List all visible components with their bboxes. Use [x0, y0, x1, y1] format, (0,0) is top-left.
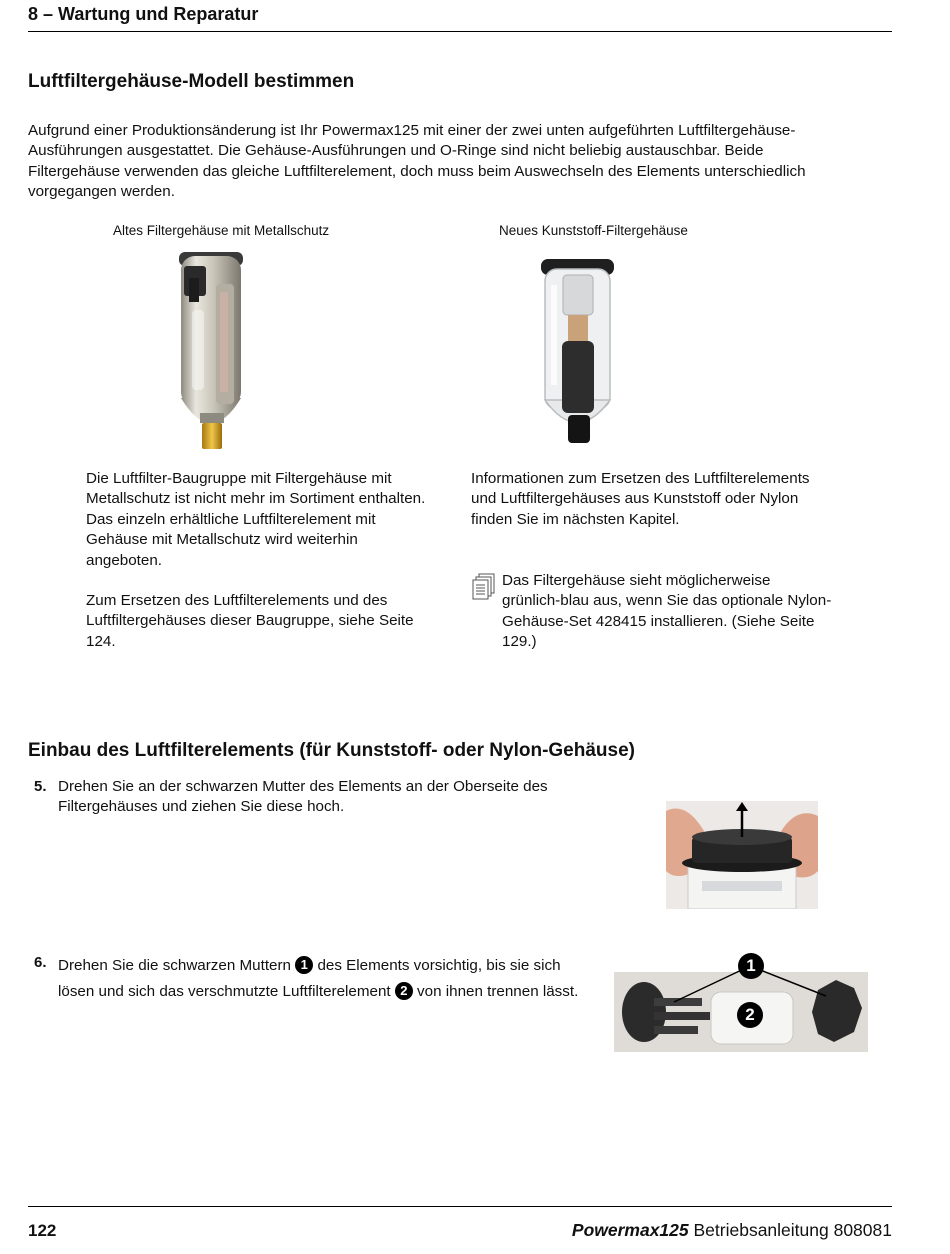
caption-new-housing: Neues Kunststoff-Filtergehäuse — [499, 223, 688, 238]
callout-badge-1: 1 — [295, 956, 313, 974]
old-metal-filter-housing-image — [170, 248, 252, 453]
step-6-photo-element-parts — [614, 950, 868, 1052]
step-6-number: 6. — [34, 954, 47, 971]
footer-manual-number: Betriebsanleitung 808081 — [688, 1220, 892, 1240]
note-nylon-housing: Das Filtergehäuse sieht möglicherweise grünlich-blau aus, wenn Sie das optionale Nylon-Gehäuse-Set 428415 installieren. (Siehe Seite 129.) — [502, 572, 832, 651]
callout-badge-2: 2 — [395, 982, 413, 1000]
note-pages-icon — [472, 573, 496, 601]
step-5-photo-lift-nut — [666, 801, 818, 909]
caption-old-housing: Altes Filtergehäuse mit Metallschutz — [113, 223, 330, 238]
step-5-number: 5. — [34, 778, 47, 795]
footer-manual-title — [572, 1220, 892, 1241]
old-housing-paragraph-1: Die Luftfilter-Baugruppe mit Filtergehäuse mit Metallschutz ist nicht mehr im Sortiment enthalten. Das einzeln erhältliche Luftfilterelement mit Gehäuse mit Metallschutz wird weiterhin angeboten. — [86, 470, 426, 569]
intro-paragraph: Aufgrund einer Produktionsänderung ist Ihr Powermax125 mit einer der zwei unten aufgeführten Luftfiltergehäuse-Ausführungen ausgestattet. Die Gehäuse-Ausführungen und O-Ringe sind nicht beliebig austauschbar. Beide Filtergehäuse verwenden das gleiche Luftfilterelement, doch muss beim Auswechseln des Elements unterschiedlich vorgegangen werden. — [28, 122, 806, 201]
section-title-install-element: Einbau des Luftfilterelements (für Kunststoff- oder Nylon-Gehäuse) — [28, 740, 635, 761]
old-housing-paragraph-2: Zum Ersetzen des Luftfilterelements und des Luftfiltergehäuses dieser Baugruppe, siehe Seite 124. — [86, 592, 414, 650]
photo-callout-2: 2 — [737, 1002, 763, 1028]
footer-brand: Powermax125 — [571, 1220, 689, 1240]
new-plastic-filter-housing-image — [535, 255, 620, 450]
footer-rule — [28, 1206, 892, 1207]
step-5-text: Drehen Sie an der schwarzen Mutter des Elements an der Oberseite des Filtergehäuses und ziehen Sie diese hoch. — [58, 778, 548, 816]
photo-callout-1: 1 — [738, 953, 764, 979]
page-number: 122 — [28, 1221, 57, 1240]
step-6-text: Drehen Sie die schwarzen Muttern 1 des Elements vorsichtig, bis sie sich lösen und sich das verschmutzte Luftfilterelement 2 von ihnen trennen lässt. — [58, 957, 579, 1000]
header-rule — [28, 31, 892, 32]
new-housing-paragraph: Informationen zum Ersetzen des Luftfilterelements und Luftfiltergehäuses aus Kunststoff oder Nylon finden Sie im nächsten Kapitel. — [471, 470, 810, 528]
section-title-housing-model: Luftfiltergehäuse-Modell bestimmen — [28, 71, 355, 92]
chapter-heading: 8 – Wartung und Reparatur — [28, 4, 259, 24]
